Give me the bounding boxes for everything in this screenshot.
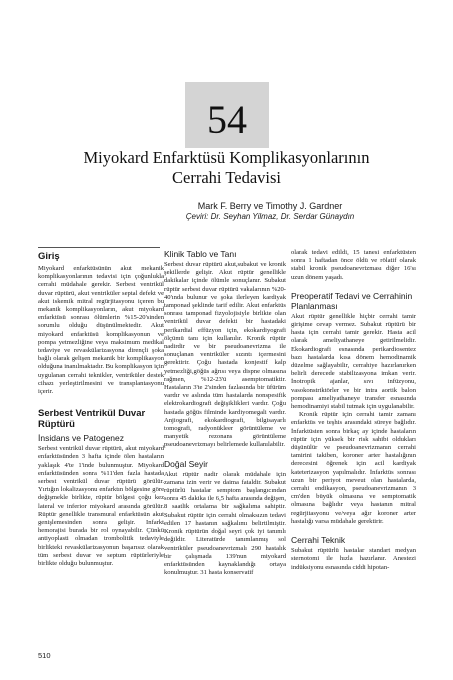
chapter-number-box [185,82,269,148]
chapter-authors: Mark F. Berry ve Timothy J. Gardner [197,201,343,211]
paragraph-continued: olarak tedavi edildi, 15 tanesi enfarktüsten sonra 1 haftadan önce öldü ve rölatif olarak stabil kronik pseudoanevrizması diğer 16'sı uzun dönem yaşadı. [291,249,416,281]
paragraph-teknik: Subakut rüptürlü hastalar standart medyan sternotomi ile hızla hazırlanır. Anestezi indüksiyonu esnasında ciddi hipotan- [291,547,416,571]
heading-serbest-ventrikul: Serbest Ventrikül Duvar Rüptürü [38,408,146,431]
column-left [38,245,164,568]
chapter-title-line2: Cerrahi Tedavisi [172,168,281,187]
chapter-title-line1: Miyokard Enfarktüsü Komplikasyonlarının [83,148,370,167]
chapter-translators: Çeviri: Dr. Seyhan Yilmaz, Dr. Serdar Günaydın [185,212,355,221]
page-number: 510 [38,651,51,660]
heading-klinik-tablo: Klinik Tablo ve Tanı [164,249,237,259]
paragraph-dogal: Akut rüptür nadir olarak müdahale için zamana izin verir ve daima fataldir. Subakut rüptürlü hastalar semptom başlangıcından sonra 45 dakika ile 6,5 hafta arasında değişen, 8 saatlik ortalama bir sağkalıma sahiptir. Subakut rüptür için cerrahi olmaksızın tedavi edilen 17 hastanın sağkalımı belirtilmiştir. Kronik rüptürün doğal seyri çok iyi tanımlı değildir. Literatürde tanımlanmış sol ventriküler pseudoanevrizmalı 290 hastalık bir çalışmada 139'nun miyokard enfarktüsünden kaynaklandığı ortaya konulmuştur. 31 hasta konservatif [164,470,286,577]
heading-cerrahi-teknik: Cerrahi Teknik [291,535,346,546]
heading-insidans: İnsidans ve Patogenez [38,433,125,444]
paragraph-klinik: Serbest duvar rüptürü akut,subakut ve kronik şekillerde gelişir. Akut rüptür genellikle dakikalar içinde ölümle sonuçlanır. Subakut rüptür serbest duvar rüptürü vakalarının %20-40'ında bulunur ve şoka ilerleyen kardiyak tamponad şeklinde tarif edilir. Akut enfarktüs sonrası tamponad fizyolojisiyle birlikte olan ventrikül duvar defekti bir hastadaki perikardial effüzyon için, ekokardiyografi ölçümü tanı için kullanılır. Kronik rüptür nadirdir ve bir pseudoanevrizma ile sonuçlanan ventriküler sızıntı içermesini gerektirir. Çoğu hastada konjestif kalp yetmezliği,göğüs ağrısı veya dispne olmasına rağmen, %12-23'ü asemptomatiktir. Hastaların 3'te 2'sinden fazlasında bir üfürüm vardır ve aslında tüm hastalarda nonspesifik elektrokardiografi değişiklikleri vardır. Çoğu hastada göğüs filminde kardiyomegali vardır. Anjiografi, ekokardiografi, bilgisayarlı tomografi, radyonükleer görüntüleme ve manyetik rezonans görüntüleme pseudoanevrizmayı belirlemede kullanılabilir. [164,261,286,449]
heading-giris: Giriş [38,251,60,262]
paragraph-kronik: Kronik rüptür için cerrahi tamir zamanı enfarktüs ve teşhis arasındaki süreye bağlıdır. İnfarktüsten sonra birkaç ay içinde hastaların rüptür için yüksek bir risk sahibi oldukları düşünülür ve pseudoanevrizmanın cerrahi tamirini takiben, koroner arter hastalığının derecesini öğrenek için acil kardiyak kateterizasyon yapılmalıdır. İnfarktüs sonrası uzun bir periyot meveut olan hastalarda, cerrahi endikasyon, pseudoanevrizmanın 3 cm'den büyük olmasına ve semptomatik olmasına bağlıdır veya hastanın mitral regürjitasyonu ve/veya ağır koroner arter hastalığı varsa müdahale gerektirir. [291,411,416,525]
paragraph-insidans: Serbest ventrikül duvar rüptürü, akut miyokard enfarktüsünden 3 hafta içinde ölen hastaların yaklaşık 4'te 1'inde bulunmuştur. Miyokard enfarktüsünden sonra %11'den fazla hastada serbest ventrikül duvar rüptürü görülür. Yırtığın lokalizasyonu enfarktın bölgesine göre değişmekle birlikte, rüptür bölgesi çoğu kez lateral ve inferior miyokard arasında görülür. Rüptür genellikle transmural enfarktüsün akut genişlemesinden sonra gelişir. Infarkt hemorajisi burada bir rol oynayabilir. Çünkü antiyoplasti olmadan trombolitik tedaviyle birlikteki revaskülarizasyonun başarısız olarak tüm serbest duvar ve septum rüptürleriyle birlikte olduğu bulunmuştur. [38,445,164,568]
chapter-number: 54 [207,97,247,142]
column-right [291,245,416,572]
chapter-title [30,148,423,188]
paragraph-preoperatif: Akut rüptür genellikle hiçbir cerrahi tamir girişime cevap vermez. Subakut rüptürü bir hasta için cerrahi tamir gerekir. Hasta acil olarak ameliyathaneye getirilmelidir. Ekokardiografi esnasında perikardiosentez bazı hastalarda kısa dönem hemodinamik düzelme sağlayabilir, cerrahiye hazırlanırken belirli derecede stabilizasyona imkan verir. İnotropik ajanlar, sıvı infüzyonu, vasokonstriktörler ve bir intra aortik balon pompası ameliyathaneye transfer esnasında hemodinamiyi stabil tutmak için uygulanabilir. [291,312,416,411]
column-middle [164,245,286,577]
heading-preoperatif: Preoperatif Tedavi ve Cerrahinin Planlanması [291,290,413,311]
heading-dogal-seyir: Doğal Seyir [164,458,208,469]
paragraph-giris: Miyokard enfarktüsünün akut mekanik komplikasyonlarının tedavisi için çoğunlukla cerrahi müdahale gerekir. Serbest ventrikül duvar rüptürü, akut ventriküler septal defekt ve akut iskemik mitral regürjitasyonu içeren bu mekanik komplikasyonların, akut miyokard enfarktüsü sonrası ölümlerin %15-20'sinden sorumlu olduğu düşünülmektedir. Akut miyokard enfarktüsü komplikasyonun ve pompa yetmezliğine veya maksimum medikal tedaviye ve revaskülarizasyona dirençli şoka bağlı olarak gelişen mekanik bir komplikasyon olduğuna inanılmaktadır. Bu komplikasyon için uygulanan cerrahi teknikler, ventriküler destek cihazı yerleştirilmesini ve transplantasyonu içerir. [38,265,164,396]
